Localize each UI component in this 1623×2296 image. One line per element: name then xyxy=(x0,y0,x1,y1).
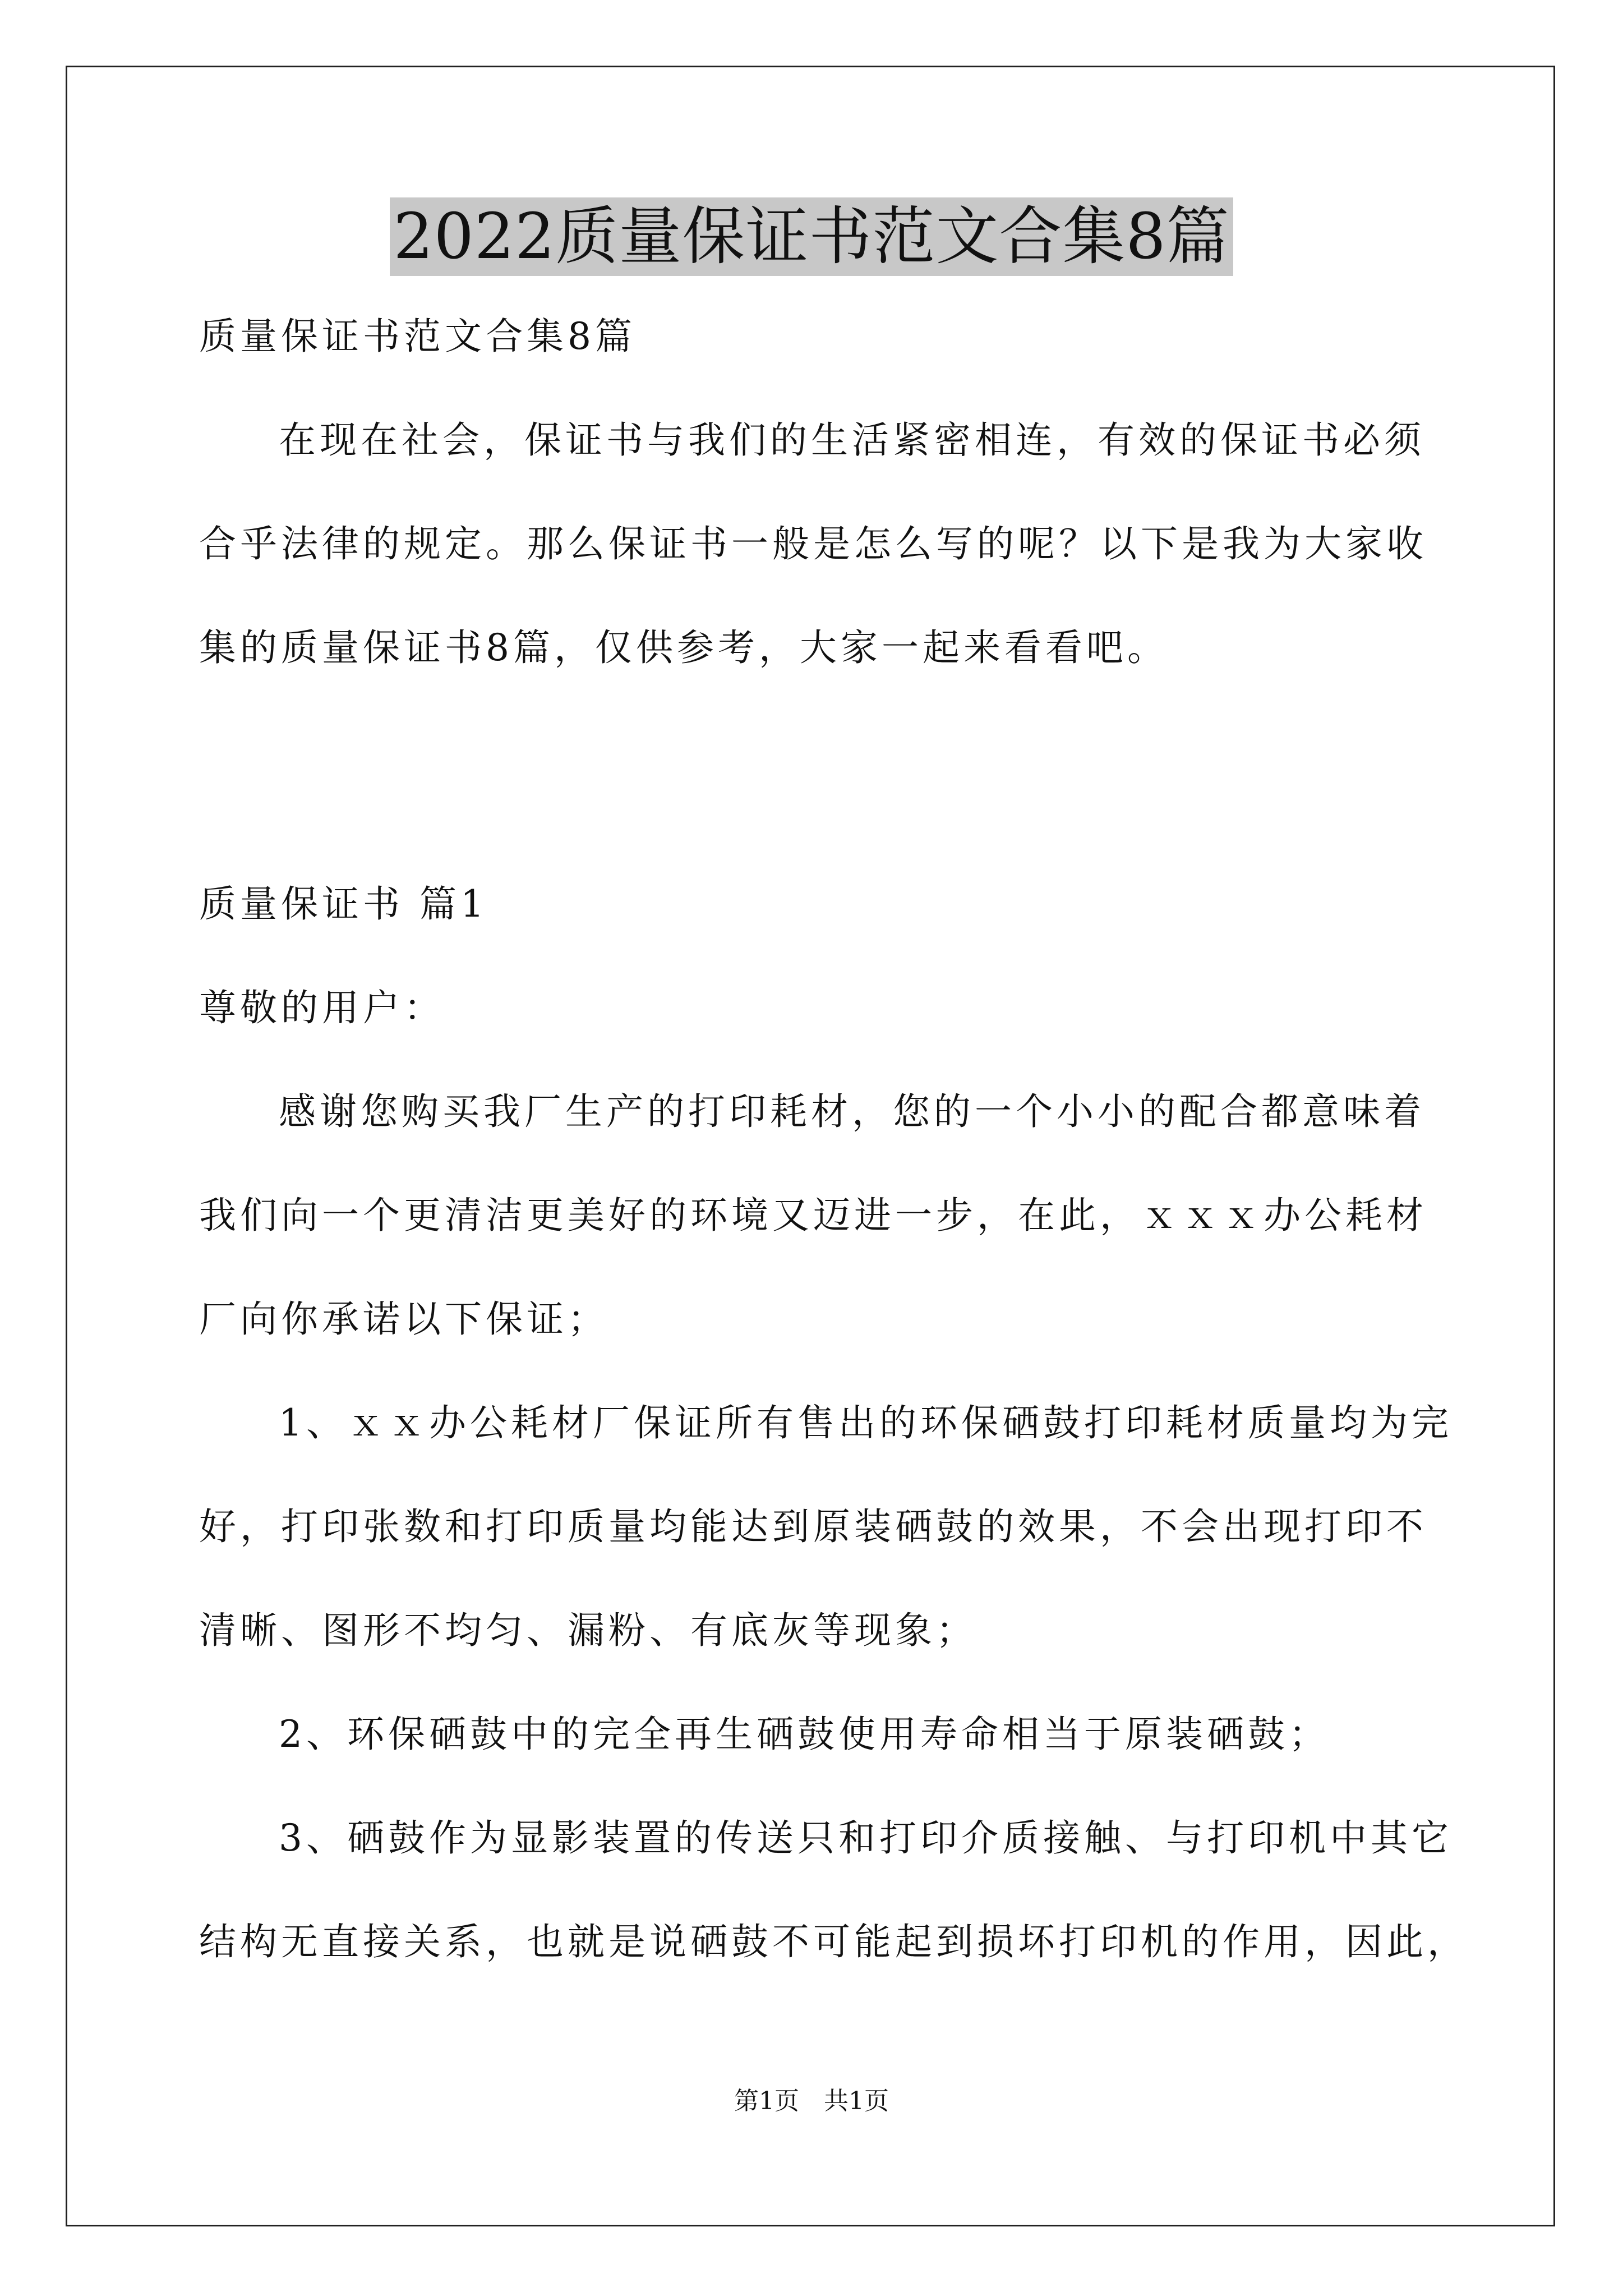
body-line-1: 感谢您购买我厂生产的打印耗材，您的一个小小的配合都意味着 xyxy=(279,1090,1425,1133)
body-line-7: 2、环保硒鼓中的完全再生硒鼓使用寿命相当于原装硒鼓； xyxy=(279,1713,1330,1756)
salutation-line: 尊敬的用户： xyxy=(199,986,445,1029)
section-heading-1: 质量保证书 篇1 xyxy=(199,882,488,926)
body-line-8: 3、硒鼓作为显影装置的传送只和打印介质接触、与打印机中其它 xyxy=(279,1816,1453,1860)
body-line-2: 我们向一个更清洁更美好的环境又迈进一步，在此，ｘｘｘ办公耗材 xyxy=(199,1194,1427,1237)
intro-line-3: 集的质量保证书8篇，仅供参考，大家一起来看看吧。 xyxy=(199,626,1168,669)
title-block xyxy=(0,197,1623,276)
body-line-3: 厂向你承诺以下保证； xyxy=(199,1297,608,1341)
subtitle-line: 质量保证书范文合集8篇 xyxy=(199,315,636,358)
intro-line-2: 合乎法律的规定。那么保证书一般是怎么写的呢？以下是我为大家收 xyxy=(199,522,1427,565)
intro-line-1: 在现在社会，保证书与我们的生活紧密相连，有效的保证书必须 xyxy=(279,418,1425,462)
page-footer: 第1页 共1页 xyxy=(734,2087,889,2115)
body-line-6: 清晰、图形不均匀、漏粉、有底灰等现象； xyxy=(199,1609,977,1652)
body-line-5: 好，打印张数和打印质量均能达到原装硒鼓的效果，不会出现打印不 xyxy=(199,1505,1427,1548)
body-line-9: 结构无直接关系，也就是说硒鼓不可能起到损坏打印机的作用，因此， xyxy=(199,1920,1468,1963)
document-title: 2022质量保证书范文合集8篇 xyxy=(390,197,1233,276)
body-line-4: 1、ｘｘ办公耗材厂保证所有售出的环保硒鼓打印耗材质量均为完 xyxy=(279,1401,1453,1444)
page-border xyxy=(66,66,1555,2226)
